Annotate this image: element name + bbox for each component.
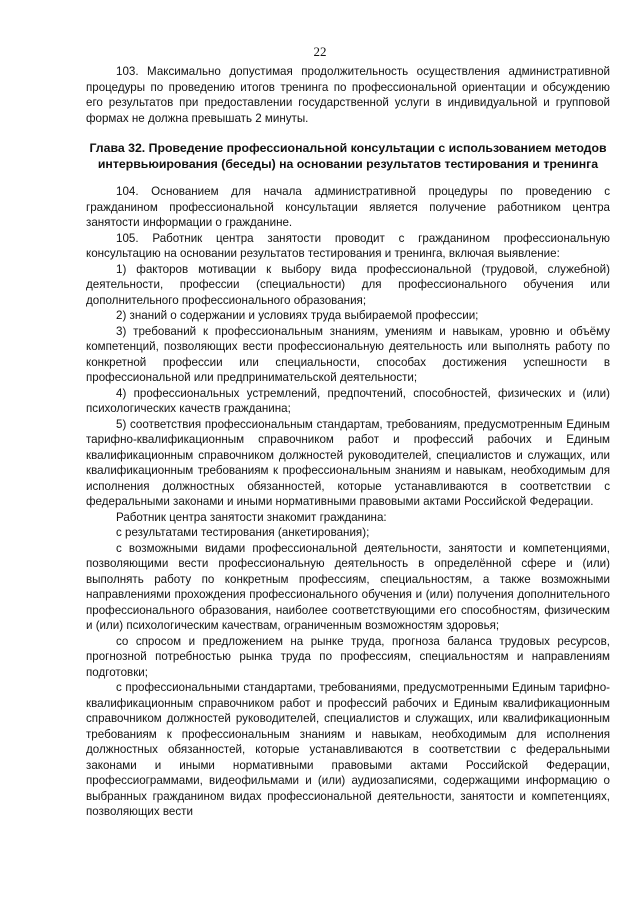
paragraph-105: 105. Работник центра занятости проводит с гражданином профессиональную консультацию на основании результатов тестирования и тренинга, включая выявление:: [86, 231, 610, 260]
list-item-2: 2) знаний о содержании и условиях труда выбираемой профессии;: [116, 309, 479, 322]
paragraph-103: 103. Максимально допустимая продолжительность осуществления административной процедуры по проведению итогов тренинга по профессиональной ориентации и обсуждению его результатов при предоставлении государственной услуги в индивидуальной и групповой формах не должна превышать 2 минуты.: [86, 65, 610, 125]
acquaints-item-3: со спросом и предложением на рынке труда, прогноза баланса трудовых ресурсов, прогнозной потребностью рынка труда по профессиям, специальностям и направлениям подготовки;: [86, 634, 610, 679]
acquaints-intro: Работник центра занятости знакомит гражданина:: [116, 510, 387, 524]
list-item-3: 3) требований к профессиональным знаниям, умениям и навыкам, уровню и объёму компетенций, позволяющих вести профессиональную деятельность или выполнять работу по конкретной профессии или специальности, способах достижения успешности в профессиональной или предпринимательской деятельности;: [86, 324, 610, 384]
chapter-heading: Глава 32. Проведение профессиональной консультации с использованием методов интервьюирования (беседы) на основании результатов тестирования и тренинга: [89, 141, 607, 171]
list-item-4: 4) профессиональных устремлений, предпочтений, способностей, физических и (или) психологических качеств гражданина;: [86, 386, 610, 415]
document-body: [86, 64, 610, 820]
page-number: 22: [313, 44, 327, 59]
acquaints-item-2: с возможными видами профессиональной деятельности, занятости и компетенциями, позволяющими вести профессиональную деятельность в определённой сфере и (или) выполнять работу по конкретным профессиям, специальностям, а также возможными направлениями прохождения профессионального обучения и (или) получения дополнительного профессионального образования, наиболее соответствующими его способностям, физическим и (или) психологическим качествам, ограниченным возможностям здоровья;: [86, 541, 610, 632]
acquaints-item-4: с профессиональными стандартами, требованиями, предусмотренными Единым тарифно-квалификационным справочником работ и профессий рабочих и Единым квалификационным справочником должностей руководителей, специалистов и служащих, или квалификационным требованиям к профессиональным знаниям и навыкам, необходимым для исполнения должностных обязанностей, которые устанавливаются в соответствии с федеральными законами и иными нормативными правовыми актами Российской Федерации, профессиограммами, видеофильмами и (или) аудиозаписями, содержащими информацию о выбранных гражданином видах профессиональной деятельности, занятости и компетенциях, позволяющих вести: [86, 681, 610, 818]
paragraph-104: 104. Основанием для начала административной процедуры по проведению с гражданином профессиональной консультации является получение работником центра занятости информации о гражданине.: [86, 185, 610, 229]
list-item-5: 5) соответствия профессиональным стандартам, требованиям, предусмотренным Единым тарифно-квалификационным справочником работ и профессий рабочих и Единым квалификационным справочником должностей руководителей, специалистов и служащих, или квалификационным требованиям к профессиональным знаниям и навыкам, необходимым для исполнения должностных обязанностей, которые устанавливаются в соответствии с федеральными законами и иными нормативными правовыми актами Российской Федерации.: [86, 417, 610, 508]
acquaints-item-1: с результатами тестирования (анкетирования);: [116, 526, 370, 539]
list-item-1: 1) факторов мотивации к выбору вида профессиональной (трудовой, служебной) деятельности, профессии (специальности) для профессионального обучения или дополнительного профессионального образования;: [86, 262, 610, 307]
